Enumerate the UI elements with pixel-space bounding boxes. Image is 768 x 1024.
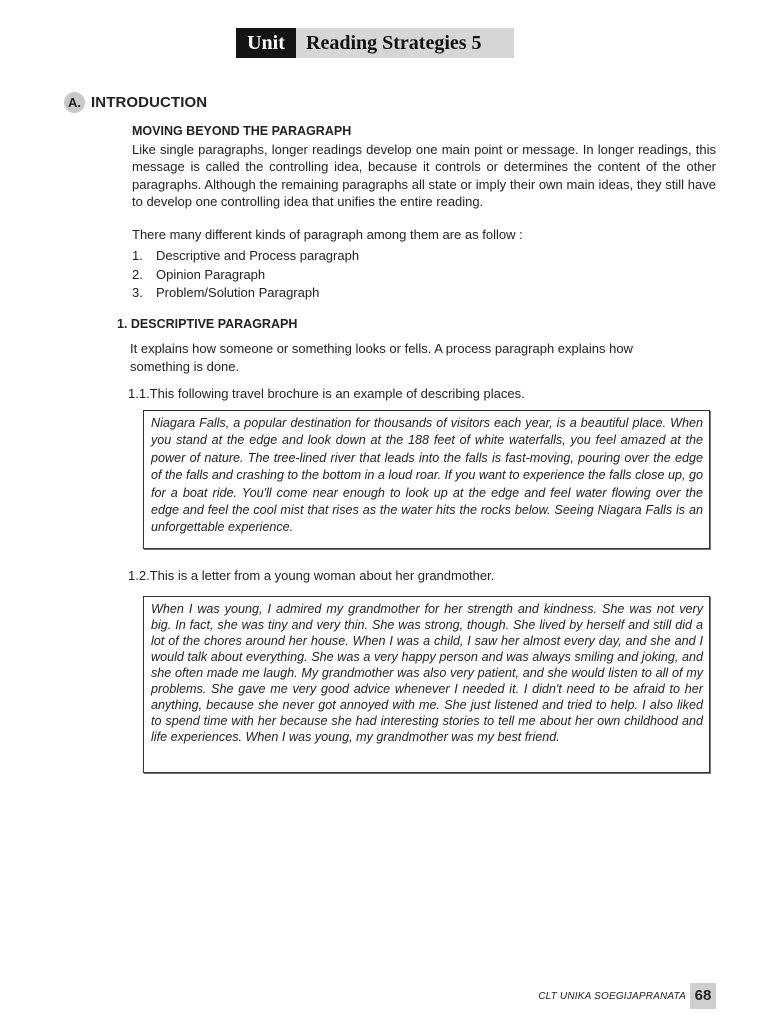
section-letter-badge: A. xyxy=(64,92,85,113)
moving-beyond-paragraph: Like single paragraphs, longer readings develop one main point or message. In longer readings, this message is called the controlling idea, because it controls or determines the content of the other paragraphs. Although the remaining paragraphs all state or imply their own main ideas, they still have to develop one controlling idea that unifies the entire reading. xyxy=(132,141,716,209)
moving-beyond-section xyxy=(132,123,716,211)
page-number: 68 xyxy=(690,983,716,1009)
list-item xyxy=(132,284,716,303)
unit-title: Reading Strategies 5 xyxy=(296,28,514,58)
list-item-label: Opinion Paragraph xyxy=(156,266,266,282)
example2-box xyxy=(143,596,710,773)
footer-institution: CLT UNIKA SOEGIJAPRANATA xyxy=(538,990,686,1002)
paragraph-kinds-list xyxy=(132,247,716,303)
example1-intro: 1.1.This following travel brochure is an example of describing places. xyxy=(128,386,525,401)
unit-header xyxy=(236,28,514,84)
kinds-intro: There many different kinds of paragraph among them are as follow : xyxy=(132,227,523,242)
section-title: INTRODUCTION xyxy=(91,94,208,111)
list-item-label: Descriptive and Process paragraph xyxy=(156,248,360,263)
list-item-number: 3. xyxy=(132,285,143,300)
moving-beyond-heading: MOVING BEYOND THE PARAGRAPH xyxy=(132,124,352,138)
example2-intro: 1.2.This is a letter from a young woman about her grandmother. xyxy=(128,568,495,583)
example1-box xyxy=(143,410,710,549)
list-item xyxy=(132,266,716,285)
list-item xyxy=(132,247,716,266)
list-item-number: 1. xyxy=(132,248,143,263)
list-item-label: Problem/Solution Paragraph xyxy=(156,285,320,300)
descriptive-heading: 1. DESCRIPTIVE PARAGRAPH xyxy=(117,317,298,331)
section-heading xyxy=(64,92,207,113)
unit-number: Unit 8 xyxy=(236,28,296,58)
example1-text: Niagara Falls, a popular destination for thousands of visitors each year, is a beautiful place. When you stand at the edge and look down at the 188 feet of white waterfalls, you feel amazed at the power of nature. The tree-lined river that leads into the falls is fast-moving, pouring over the edge of the falls and crashing to the bottom in a loud roar. If you want to experience the falls close up, go for a boat ride. You'll come near enough to look up at the edge and feel water flowing over the edge and feel the cool mist that rises as the water hits the rocks below. Seeing Niagara Falls is an unforgettable experience. xyxy=(151,416,703,535)
page-footer xyxy=(538,983,716,1009)
example2-text: When I was young, I admired my grandmother for her strength and kindness. She was not very big. In fact, she was tiny and very thin. She was strong, though. She lived by herself and still did a lot of the chores around her house. When I was a child, I saw her almost every day, and she and I would talk about everything. She was a very happy person and was always smiling and joking, and she often made me laugh. My grandmother was also very patient, and she would listen to all of my problems. She gave me very good advice whenever I needed it. I didn't need to be afraid to her anything, because she never got annoyed with me. She just listened and tried to help. I also liked to spend time with her because she had interesting stories to tell me about her own childhood and life experiences. When I was young, my grandmother was my best friend. xyxy=(151,602,703,744)
descriptive-paragraph: It explains how someone or something looks or fells. A process paragraph explains how something is done. xyxy=(130,341,633,374)
list-item-number: 2. xyxy=(132,266,143,282)
